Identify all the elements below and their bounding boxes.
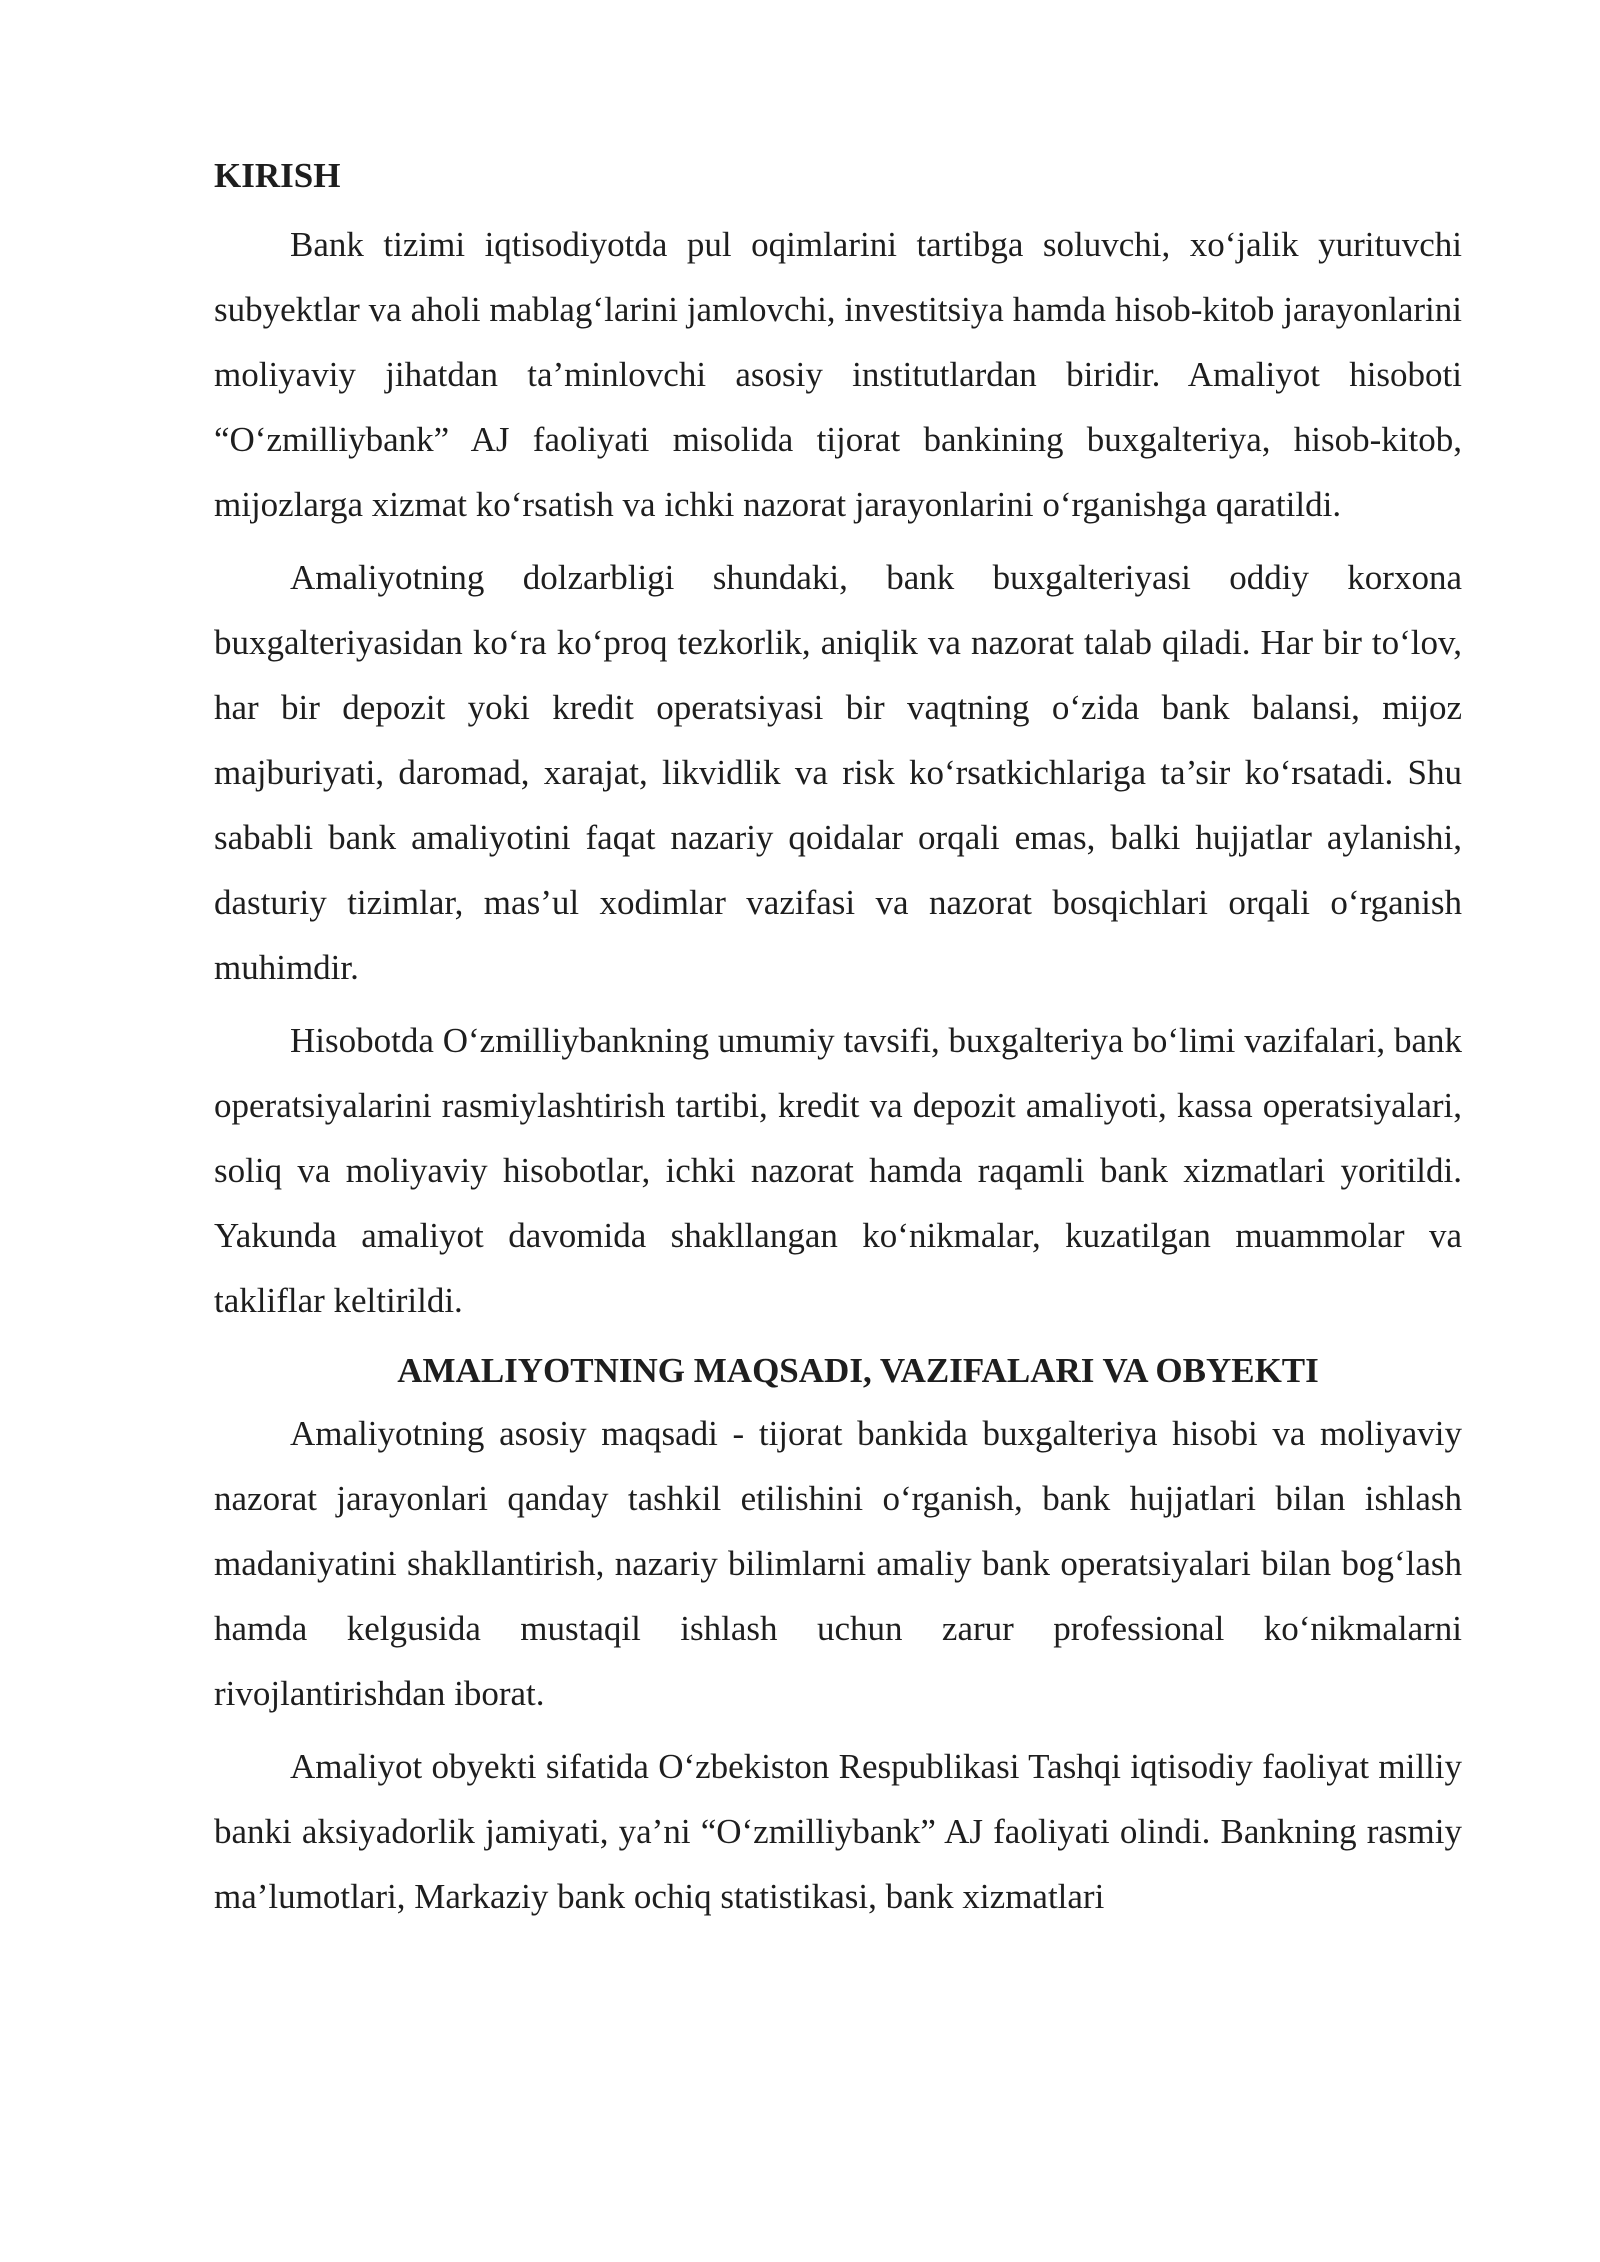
- section-heading-kirish: KIRISH: [214, 156, 341, 195]
- document-body: [214, 148, 1462, 1929]
- goals-paragraph-2: Amaliyot obyekti sifatida O‘zbekiston Respublikasi Tashqi iqtisodiy faoliyat milliy banki aksiyadorlik jamiyati, ya’ni “O‘zmilliybank” AJ faoliyati olindi. Bankning rasmiy ma’lumotlari, Markaziy bank ochiq statistikasi, bank xizmatlari: [214, 1747, 1462, 1916]
- intro-paragraph-3: Hisobotda O‘zmilliybankning umumiy tavsifi, buxgalteriya bo‘limi vazifalari, bank operatsiyalarini rasmiylashtirish tartibi, kredit va depozit amaliyoti, kassa operatsiyalari, soliq va moliyaviy hisobotlar, ichki nazorat hamda raqamli bank xizmatlari yoritildi. Yakunda amaliyot davomida shakllangan ko‘nikmalar, kuzatilgan muammolar va takliflar keltirildi.: [214, 1021, 1462, 1320]
- intro-paragraph-1: Bank tizimi iqtisodiyotda pul oqimlarini tartibga soluvchi, xo‘jalik yurituvchi subyektlar va aholi mablag‘larini jamlovchi, investitsiya hamda hisob-kitob jarayonlarini moliyaviy jihatdan ta’minlovchi asosiy institutlardan biridir. Amaliyot hisoboti “O‘zmilliybank” AJ faoliyati misolida tijorat bankining buxgalteriya, hisob-kitob, mijozlarga xizmat ko‘rsatish va ichki nazorat jarayonlarini o‘rganishga qaratildi.: [214, 225, 1462, 524]
- goals-paragraph-1: Amaliyotning asosiy maqsadi - tijorat bankida buxgalteriya hisobi va moliyaviy nazorat jarayonlari qanday tashkil etilishini o‘rganish, bank hujjatlari bilan ishlash madaniyatini shakllantirish, nazariy bilimlarni amaliy bank operatsiyalari bilan bog‘lash hamda kelgusida mustaqil ishlash uchun zarur professional ko‘nikmalarni rivojlantirishdan iborat.: [214, 1414, 1462, 1713]
- section-heading-goals: AMALIYOTNING MAQSADI, VAZIFALARI VA OBYEKTI: [397, 1351, 1319, 1390]
- intro-paragraph-2: Amaliyotning dolzarbligi shundaki, bank buxgalteriyasi oddiy korxona buxgalteriyasidan ko‘ra ko‘proq tezkorlik, aniqlik va nazorat talab qiladi. Har bir to‘lov, har bir depozit yoki kredit operatsiyasi bir vaqtning o‘zida bank balansi, mijoz majburiyati, daromad, xarajat, likvidlik va risk ko‘rsatkichlariga ta’sir ko‘rsatadi. Shu sababli bank amaliyotini faqat nazariy qoidalar orqali emas, balki hujjatlar aylanishi, dasturiy tizimlar, mas’ul xodimlar vazifasi va nazorat bosqichlari orqali o‘rganish muhimdir.: [214, 558, 1462, 987]
